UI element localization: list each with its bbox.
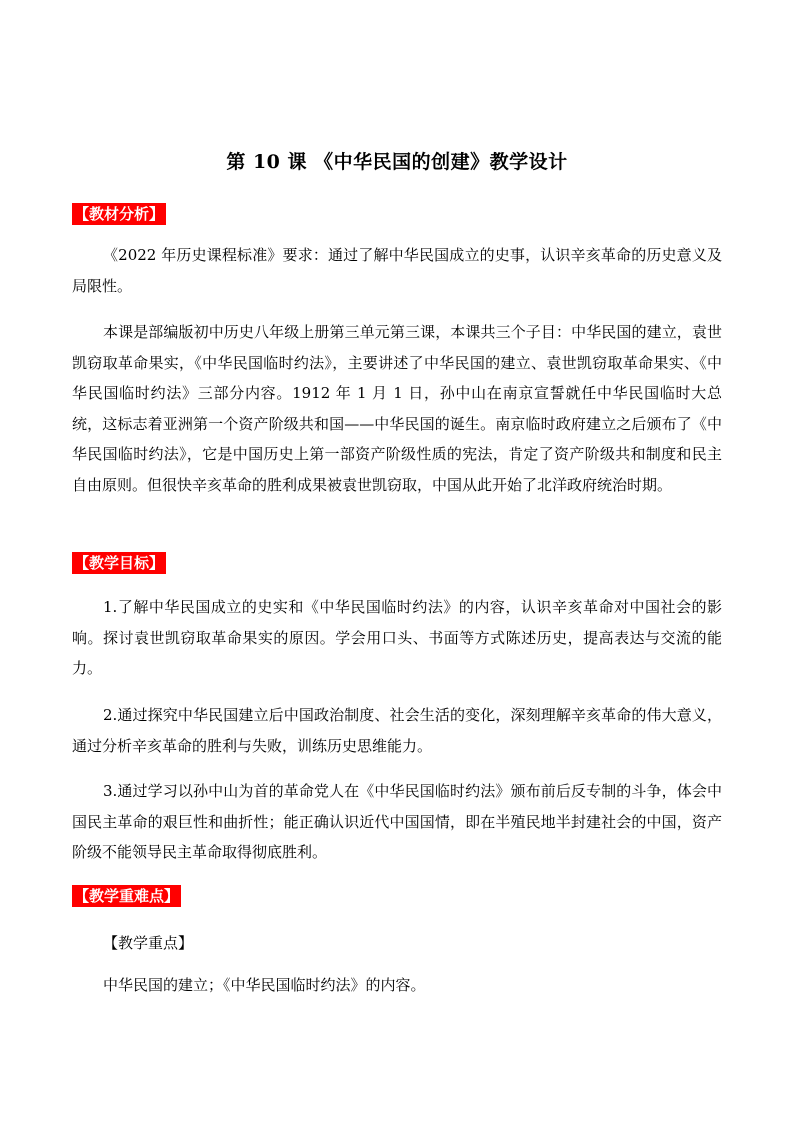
- page-title: 第 10 课 《中华民国的创建》教学设计: [226, 151, 568, 173]
- section-heading-analysis: 【教材分析】: [74, 205, 165, 223]
- analysis-paragraph-standard: 《2022 年历史课程标准》要求：通过了解中华民国成立的史事，认识辛亥革命的历史意义及局限性。: [72, 246, 722, 295]
- key-focus-content: 中华民国的建立；《中华民国临时约法》的内容。: [103, 976, 426, 994]
- section-heading-keypoints: 【教学重难点】: [74, 887, 180, 905]
- goal-item-3: 3.通过学习以孙中山为首的革命党人在《中华民国临时约法》颁布前后反专制的斗争，体会中国民主革命的艰巨性和曲折性；能正确认识近代中国国情，即在半殖民地半封建社会的中国，资产阶级不能领导民主革命取得彻底胜利。: [72, 782, 722, 861]
- subheading-key-focus: 【教学重点】: [103, 934, 194, 952]
- goal-item-2: 2.通过探究中华民国建立后中国政治制度、社会生活的变化，深刻理解辛亥革命的伟大意义，通过分析辛亥革命的胜利与失败，训练历史思维能力。: [72, 706, 722, 755]
- goal-item-1: 1.了解中华民国成立的史实和《中华民国临时约法》的内容，认识辛亥革命对中国社会的影响。探讨袁世凯窃取革命果实的原因。学会用口头、书面等方式陈述历史，提高表达与交流的能力。: [72, 598, 722, 677]
- analysis-paragraph-overview: 本课是部编版初中历史八年级上册第三单元第三课，本课共三个子目：中华民国的建立，袁世凯窃取革命果实，《中华民国临时约法》，主要讲述了中华民国的建立、袁世凯窃取革命果实、《中华民国临时约法》三部分内容。1912 年 1 月 1 日，孙中山在南京宣誓就任中华民国临时大总统，这标志着亚洲第一个资产阶级共和国——中华民国的诞生。南京临时政府建立之后颁布了《中华民国临时约法》，它是中国历史上第一部资产阶级性质的宪法，肯定了资产阶级共和制度和民主自由原则。但很快辛亥革命的胜利成果被袁世凯窃取，中国从此开始了北洋政府统治时期。: [72, 323, 722, 494]
- section-heading-goals: 【教学目标】: [74, 554, 165, 572]
